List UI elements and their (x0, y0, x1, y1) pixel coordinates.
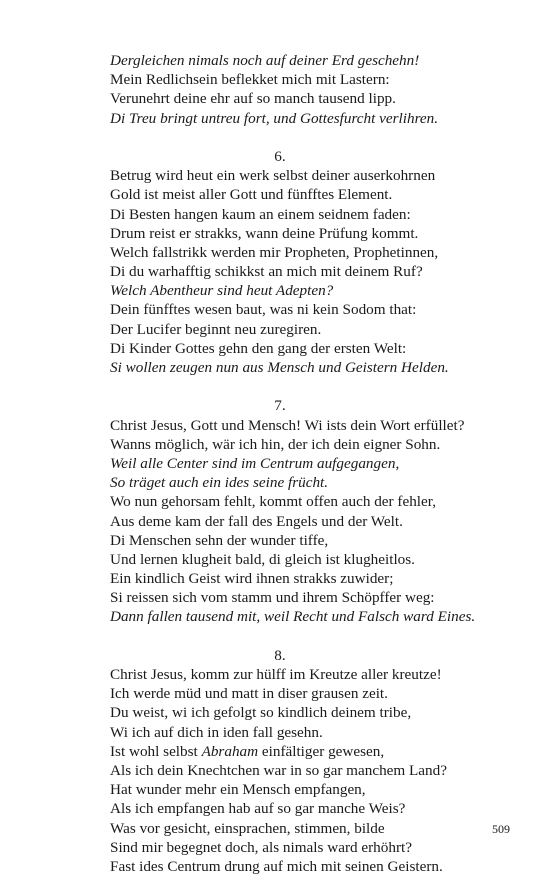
verse-line: Si reissen sich vom stamm und ihrem Schöpffer weg: (110, 589, 435, 607)
stanza-number: 6. (274, 147, 286, 165)
verse-line (110, 742, 510, 761)
verse-line: Dann fallen tausend mit, weil Recht und Falsch ward Eines. (110, 608, 476, 626)
verse-line: Wanns möglich, wär ich hin, der ich dein eigner Sohn. (110, 435, 441, 453)
stanza-number: 7. (274, 397, 286, 415)
verse-line: Was vor gesicht, einsprachen, stimmen, bilde (110, 819, 385, 837)
verse-line: Welch fallstrikk werden mir Propheten, Prophetinnen, (110, 243, 439, 261)
verse-text: einfältiger gewesen, (258, 742, 385, 760)
verse-line: Dein fünfftes wesen baut, was ni kein Sodom that: (110, 301, 417, 319)
verse-line: Sind mir begegnet doch, als nimals ward erhöhrt? (110, 838, 412, 856)
emphasized-name: Abraham (201, 742, 259, 760)
verse-line: Betrug wird heut ein werk selbst deiner auserkohrnen (110, 167, 436, 185)
verse-line: Der Lucifer beginnt neu zuregiren. (110, 320, 322, 338)
verse-line: Als ich empfangen hab auf so gar manche Weis? (110, 800, 406, 818)
verse-line: Di Menschen sehn der wunder tiffe, (110, 531, 329, 549)
verse-line: Weil alle Center sind im Centrum aufgegangen, (110, 454, 400, 472)
verse-line: Fast ides Centrum drung auf mich mit seinen Geistern. (110, 857, 443, 875)
verse-line: Aus deme kam der fall des Engels und der Welt. (110, 512, 403, 530)
verse-line: Und lernen klugheit bald, di gleich ist klugheitlos. (110, 550, 415, 568)
stanza-6 (110, 147, 510, 377)
verse-line: Dergleichen nimals noch auf deiner Erd geschehn! (110, 52, 420, 69)
verse-line: Di Besten hangen kaum an einem seidnem faden: (110, 205, 411, 223)
verse-line: Ich werde müd und matt in diser grausen zeit. (110, 685, 388, 703)
verse-line: Christ Jesus, komm zur hülff im Kreutze aller kreutze! (110, 666, 442, 683)
verse-line: Gold ist meist aller Gott und fünfftes Element. (110, 186, 393, 204)
verse-line: Drum reist er strakks, wann deine Prüfung kommt. (110, 224, 419, 242)
verse-line: Si wollen zeugen nun aus Mensch und Geistern Helden. (110, 359, 449, 376)
verse-line: Wi ich auf dich in iden fall gesehn. (110, 723, 323, 741)
verse-line: Du weist, wi ich gefolgt so kindlich deinem tribe, (110, 704, 412, 722)
page-number: 509 (492, 822, 510, 836)
verse-line: Verunehrt deine ehr auf so manch tausend lipp. (110, 90, 396, 108)
verse-line: Di Kinder Gottes gehn den gang der ersten Welt: (110, 339, 407, 357)
verse-line: Di Treu bringt untreu fort, und Gottesfurcht verlihren. (110, 109, 439, 127)
verse-line: Di du warhafftig schikkst an mich mit deinem Ruf? (110, 263, 423, 281)
verse-text: Ist wohl selbst (110, 742, 202, 760)
page-body (110, 51, 510, 876)
stanza-7 (110, 396, 510, 626)
verse-line: Als ich dein Knechtchen war in so gar manchem Land? (110, 761, 447, 779)
stanza-8 (110, 646, 510, 876)
verse-line: Mein Redlichsein beflekket mich mit Lastern: (110, 71, 390, 89)
stanza-number: 8. (274, 646, 286, 664)
verse-line: Hat wunder mehr ein Mensch empfangen, (110, 781, 366, 799)
stanza-continuation (110, 51, 510, 128)
verse-line: So träget auch ein ides seine frücht. (110, 474, 329, 492)
verse-line: Wo nun gehorsam fehlt, kommt offen auch der fehler, (110, 493, 437, 511)
verse-line: Ein kindlich Geist wird ihnen strakks zuwider; (110, 570, 394, 588)
verse-line: Welch Abentheur sind heut Adepten? (110, 282, 334, 300)
verse-line: Christ Jesus, Gott und Mensch! Wi ists dein Wort erfüllet? (110, 416, 465, 434)
